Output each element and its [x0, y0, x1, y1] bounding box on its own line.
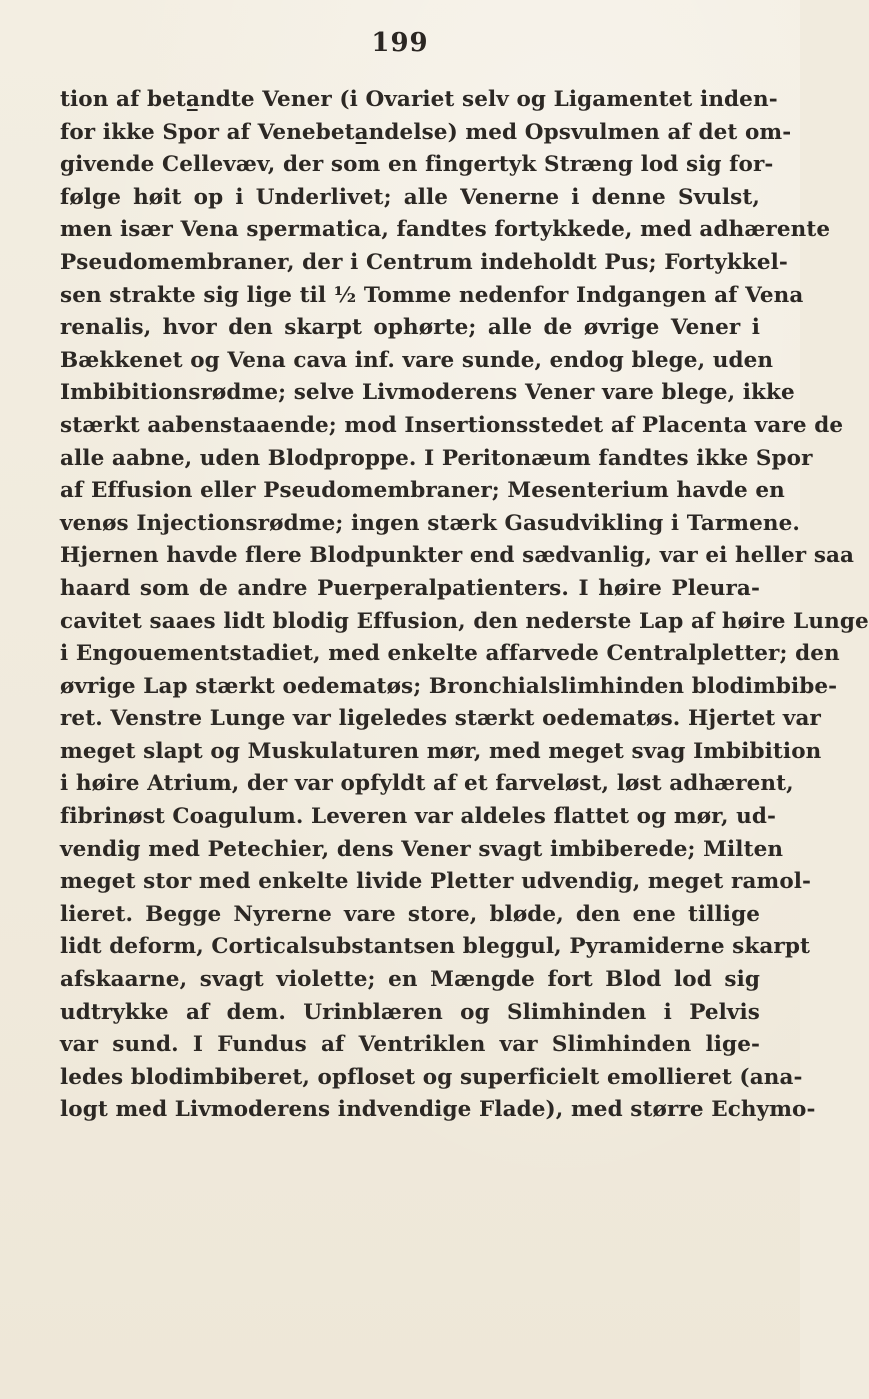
text-line: men især Vena spermatica, fandtes fortykkede, med adhærente	[60, 217, 831, 243]
text-line: fibrinøst Coagulum. Leveren var aldeles flattet og mør, ud-	[60, 804, 777, 830]
text-line: følge høit op i Underlivet; alle Venerne i denne Svulst,	[60, 184, 760, 210]
text-line: vendig med Petechier, dens Vener svagt imbiberede; Milten	[60, 836, 784, 862]
text-line: meget stor med enkelte livide Pletter udvendig, meget ramol-	[60, 869, 812, 895]
text-line: haard som de andre Puerperalpatienters. I høire Pleura-	[60, 575, 760, 601]
text-line: alle aabne, uden Blodproppe. I Peritonæum fandtes ikke Spor	[60, 445, 813, 471]
text-line: logt med Livmoderens indvendige Flade), med større Echymo-	[60, 1097, 816, 1123]
text-line: ledes blodimbiberet, opfloset og superficielt emollieret (ana-	[60, 1064, 803, 1090]
page-number: 199	[371, 28, 429, 58]
text-line: meget slapt og Muskulaturen mør, med meget svag Imbibition	[60, 738, 822, 764]
text-line: øvrige Lap stærkt oedematøs; Bronchialslimhinden blodimbibe-	[60, 673, 838, 699]
text-line: lidt deform, Corticalsubstantsen bleggul, Pyramiderne skarpt	[60, 934, 811, 960]
text-line: Hjernen havde flere Blodpunkter end sædvanlig, var ei heller saa	[60, 543, 855, 569]
text-line: Pseudomembraner, der i Centrum indeholdt Pus; Fortykkel-	[60, 249, 788, 275]
text-line: lieret. Begge Nyrerne vare store, bløde, den ene tillige	[60, 901, 760, 927]
text-line: var sund. I Fundus af Ventriklen var Slimhinden lige-	[60, 1032, 760, 1058]
text-line: stærkt aabenstaaende; mod Insertionsstedet af Placenta vare de	[60, 412, 844, 438]
text-line: givende Cellevæv, der som en fingertyk Stræng lod sig for-	[60, 152, 774, 178]
text-line: Bækkenet og Vena cava inf. vare sunde, endog blege, uden	[60, 347, 774, 373]
text-line: i Engouementstadiet, med enkelte affarvede Centralpletter; den	[60, 641, 840, 667]
text-line: cavitet saaes lidt blodig Effusion, den nederste Lap af høire Lunge	[60, 608, 869, 634]
text-line: afskaarne, svagt violette; en Mængde fort Blod lod sig	[60, 967, 760, 993]
text-line: i høire Atrium, der var opfyldt af et farveløst, løst adhærent,	[60, 771, 794, 797]
text-line: af Effusion eller Pseudomembraner; Mesenterium havde en	[60, 478, 785, 504]
text-line: Imbibitionsrødme; selve Livmoderens Vener vare blege, ikke	[60, 380, 795, 406]
text-line: renalis, hvor den skarpt ophørte; alle de øvrige Vener i	[60, 315, 760, 341]
body-text	[60, 84, 869, 1127]
text-line: tion af beta̲ndte Vener (i Ovariet selv og Ligamentet inden-	[60, 87, 778, 112]
text-line: udtrykke af dem. Urinblæren og Slimhinden i Pelvis	[60, 999, 760, 1025]
text-line: sen strakte sig lige til ½ Tomme nedenfor Indgangen af Vena	[60, 282, 804, 308]
text-line: ret. Venstre Lunge var ligeledes stærkt oedematøs. Hjertet var	[60, 706, 821, 732]
text-line: venøs Injectionsrødme; ingen stærk Gasudvikling i Tarmene.	[60, 510, 801, 536]
text-line: for ikke Spor af Venebeta̲ndelse) med Opsvulmen af det om-	[60, 119, 792, 145]
